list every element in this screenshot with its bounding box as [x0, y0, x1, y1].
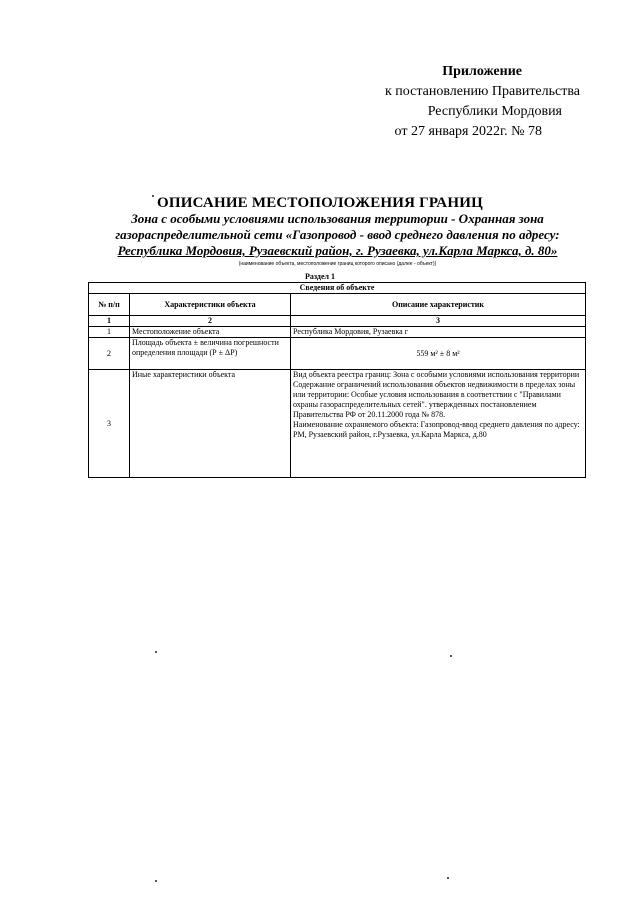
appendix-line-decree: к постановлению Правительства [384, 84, 580, 99]
table-caption: Сведения об объекте [89, 283, 586, 294]
scan-speck [447, 877, 449, 879]
object-caption: (наименование объекта, местоположение границ которого описано (далее - объект)) [238, 261, 437, 267]
row-num: 3 [89, 370, 130, 478]
row-characteristic: Иные характеристики объекта [130, 370, 291, 478]
appendix-title: Приложение [442, 64, 522, 79]
description-object-type: Вид объекта реестра границ: Зона с особыми условиями использования территории [293, 370, 580, 379]
appendix-line-republic: Республики Мордовия [427, 104, 562, 119]
row-characteristic: Площадь объекта ± величина погрешности определения площади (Р ± ΔР) [130, 338, 291, 370]
table-row [89, 327, 586, 338]
description-restrictions: Содержание ограничений использования объектов недвижимости в пределах зоны или территории: Особые условия использования в соответствии с "Правилами охраны газораспределительных сетей". утвержденных постановлением Правительства РФ от 20.11.2000 года № 878. [293, 380, 576, 419]
row-description: Республика Мордовия, Рузаевка г [291, 327, 586, 338]
document-title: ОПИСАНИЕ МЕСТОПОЛОЖЕНИЯ ГРАНИЦ [157, 195, 483, 211]
table-row [89, 338, 586, 370]
header-characteristics: Характеристики объекта [130, 294, 291, 316]
scan-speck [152, 195, 154, 197]
subtitle-line-1: Зона с особыми условиями использования территории - Охранная зона [131, 211, 544, 226]
description-protected-object: Наименование охраняемого объекта: Газопровод-ввод среднего давления по адресу: РМ, Рузаевский район, г.Рузаевка, ул.Карла Маркса, д.80 [293, 420, 580, 439]
row-characteristic: Местоположение объекта [130, 327, 291, 338]
subtitle-line-3: Республика Мордовия, Рузаевский район, г. Рузаевка, ул.Карла Маркса, д. 80» [117, 243, 558, 258]
object-info-table [88, 282, 586, 478]
index-cell: 1 [89, 316, 130, 327]
appendix-block [322, 62, 582, 142]
document-subtitle [90, 211, 585, 259]
table-header-row [89, 294, 586, 316]
index-cell: 3 [291, 316, 586, 327]
section-label: Раздел 1 [304, 272, 336, 281]
header-num: № п/п [89, 294, 130, 316]
table-row [89, 370, 586, 478]
index-cell: 2 [130, 316, 291, 327]
table-index-row [89, 316, 586, 327]
row-num: 2 [89, 338, 130, 370]
row-description [291, 370, 586, 478]
row-num: 1 [89, 327, 130, 338]
row-description: 559 м² ± 8 м² [291, 338, 586, 370]
header-description: Описание характеристик [291, 294, 586, 316]
scan-speck [155, 880, 157, 882]
scan-speck [155, 651, 157, 653]
table-caption-row [89, 283, 586, 294]
scan-speck [450, 655, 452, 657]
subtitle-line-2: газораспределительной сети «Газопровод - ввод среднего давления по адресу: [115, 227, 560, 242]
appendix-line-date: от 27 января 2022г. № 78 [394, 124, 542, 139]
